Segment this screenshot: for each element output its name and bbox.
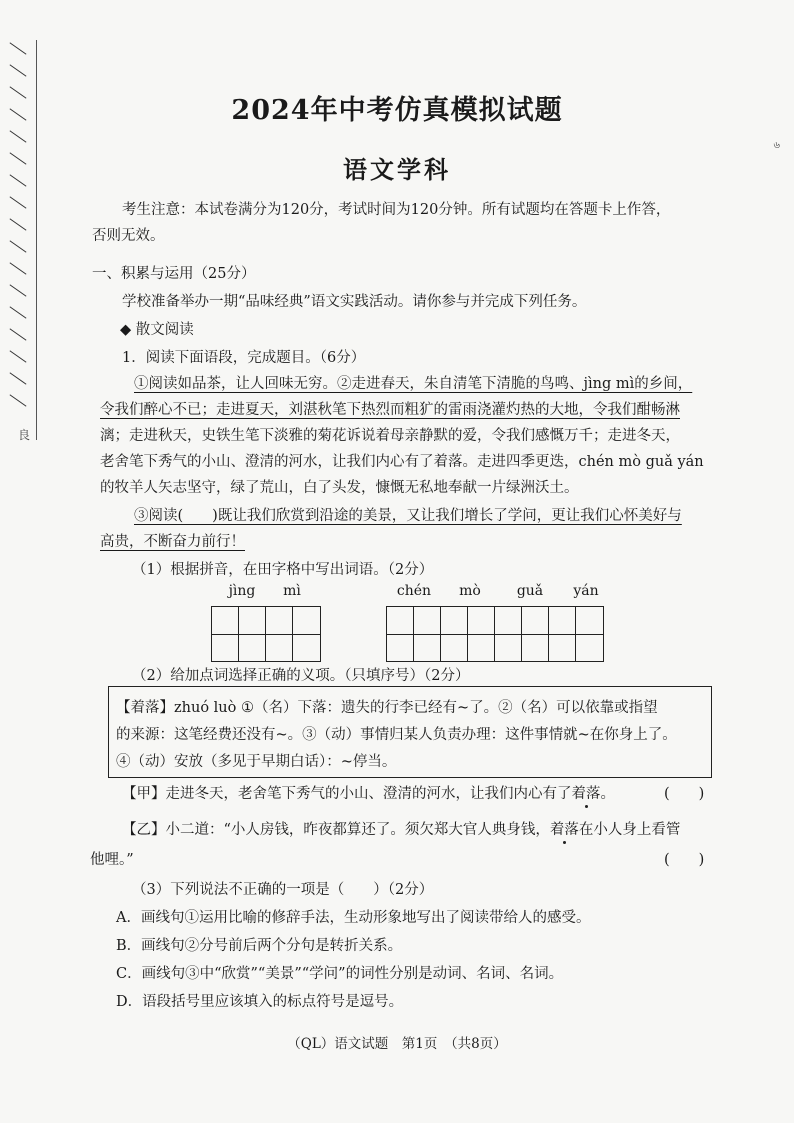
passage-line: ①阅读如品茶，让人回味无穷。②走进春天，朱自清笔下清脆的鸟鸣、jìng mì的乡间， [134,376,693,392]
tianzige-cell[interactable] [212,607,239,661]
tianzige-cell[interactable] [293,607,320,661]
binding-tick [10,218,27,230]
choice-option-a[interactable]: A．画线句①运用比喻的修辞手法，生动形象地写出了阅读带给人的感受。 [116,910,591,926]
tianzige-cell[interactable] [495,607,522,661]
tianzige-grid-right[interactable] [386,606,604,662]
pinyin-label: yán [573,583,599,599]
pinyin-label: mò [459,583,481,599]
definition-line: 的来源：这笔经费还没有~。③（动）事情归某人负责办理：这件事情就~在你身上了。 [116,727,677,743]
passage-line: 老舍笔下秀气的小山、澄清的河水，让我们内心有了着落。走进四季更迭，chén mò guǎ yán [100,454,704,470]
example-text: 。 [600,786,615,802]
choice-option-c[interactable]: C．画线句③中“欣赏”“美景”“学问”的词性分别是动词、名词、名词。 [116,966,564,982]
definition-line: 【着落】zhuó luò ①（名）下落：遗失的行李已经有~了。②（名）可以依靠或指望 [116,700,658,716]
page-footer: （QL）语文试题 第1页 （共8页） [287,1036,507,1052]
binding-tick [10,262,27,274]
question-prompt: 1．阅读下面语段，完成题目。（6分） [122,350,366,366]
binding-tick [10,284,27,296]
subquestion-prompt: （3）下列说法不正确的一项是（ ）（2分） [132,882,434,898]
subquestion-prompt: （2）给加点词选择正确的义项。（只填序号）（2分） [132,668,470,684]
corner-mark: ৬ [773,140,780,151]
binding-tick [10,130,27,142]
binding-mark: 良 [18,428,31,442]
tianzige-cell[interactable] [414,607,441,661]
tianzige-cell[interactable] [441,607,468,661]
section-heading: 一、积累与运用（25分） [92,266,256,282]
binding-tick [10,306,27,318]
example-yi [122,818,680,839]
binding-tick [10,328,27,340]
binding-tick [10,350,27,362]
pinyin-label: mì [283,583,301,599]
tianzige-cell[interactable] [387,607,414,661]
pinyin-label: guǎ [516,583,544,599]
tianzige-cell[interactable] [576,607,603,661]
example-label: 【甲】 [122,786,166,802]
tianzige-cell[interactable] [266,607,293,661]
subject-title: 语文学科 [343,155,451,184]
binding-tick [10,240,27,252]
answer-paren[interactable]: ( ) [664,852,705,868]
choice-option-b[interactable]: B．画线句②分号前后两个分句是转折关系。 [116,938,403,954]
tianzige-cell[interactable] [522,607,549,661]
tianzige-grid-left[interactable] [211,606,321,662]
exam-title: 2024年中考仿真模拟试题 [231,95,563,126]
section-bullet: ◆ 散文阅读 [120,322,194,338]
example-text: 在小人身上看管 [578,822,681,838]
binding-tick [10,42,27,54]
tianzige-cell[interactable] [468,607,495,661]
passage-line: 漓；走进秋天，史铁生笔下淡雅的菊花诉说着母亲静默的爱，令我们感慨万千；走进冬天， [100,428,680,444]
notice-line: 否则无效。 [92,228,165,244]
pinyin-label: chén [396,583,432,599]
binding-tick [10,196,27,208]
passage-line: 高贵，不断奋力前行！ [100,534,245,550]
notice-line: 考生注意：本试卷满分为120分，考试时间为120分钟。所有试题均在答题卡上作答， [122,202,671,218]
example-text: 走进冬天，老舍笔下秀气的小山、澄清的河水，让我们内心有了 [165,786,572,802]
section-intro: 学校准备举办一期“品味经典”语文实践活动。请你参与并完成下列任务。 [122,294,587,310]
passage-line: ③阅读( )既让我们欣赏到沿途的美景，又让我们增长了学问，更让我们心怀美好与 [134,508,682,524]
example-yi-line2: 他哩。” [90,852,134,868]
example-label: 【乙】 [122,822,166,838]
binding-tick [10,372,27,384]
binding-tick [10,64,27,76]
example-text: 小二道：“小人房钱，昨夜都算还了。须欠郑大官人典身钱， [165,822,550,838]
subquestion-prompt: （1）根据拼音，在田字格中写出词语。（2分） [132,562,434,578]
example-jia [122,782,615,803]
tianzige-cell[interactable] [239,607,266,661]
choice-option-d[interactable]: D．语段括号里应该填入的标点符号是逗号。 [116,994,404,1010]
passage-line: 令我们醉心不已；走进夏天，刘湛秋笔下热烈而粗犷的雷雨浇灌灼热的大地，令我们酣畅淋 [100,402,680,418]
dotted-word: 着落 [572,782,601,803]
tianzige-cell[interactable] [549,607,576,661]
dotted-word: 着落 [550,818,579,839]
pinyin-label: jìng [228,583,256,599]
answer-paren[interactable]: ( ) [664,786,705,802]
definition-line: ④（动）安放（多见于早期白话）：~停当。 [116,754,397,770]
passage-line: 的牧羊人矢志坚守，绿了荒山，白了头发，慷慨无私地奉献一片绿洲沃土。 [100,480,579,496]
binding-tick [10,394,27,406]
